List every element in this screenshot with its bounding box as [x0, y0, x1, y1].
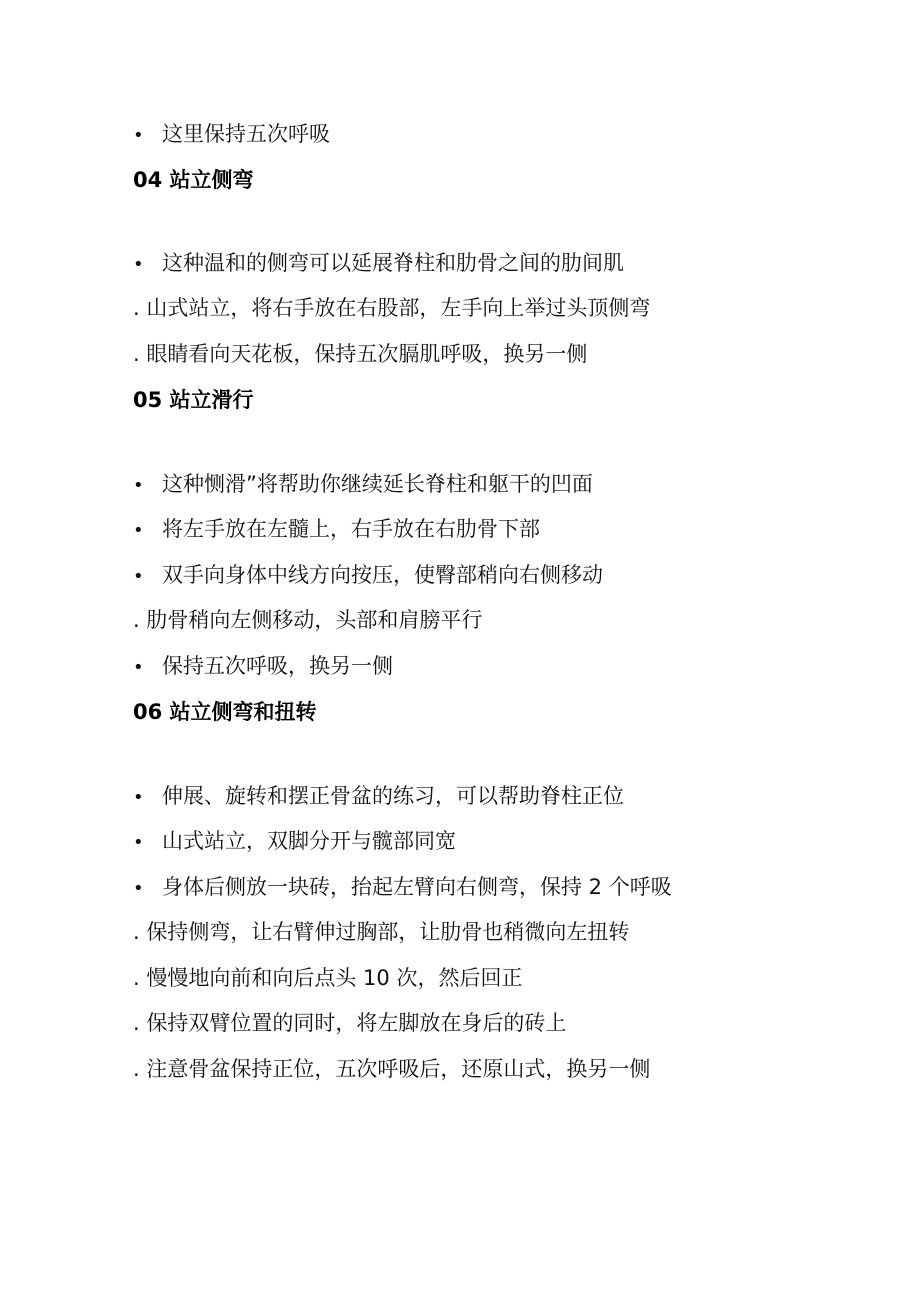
- list-item-text: 保持五次呼吸，换另一侧: [162, 654, 393, 678]
- bullet-icon: •: [133, 475, 144, 496]
- bullet-icon: •: [133, 878, 144, 899]
- list-item-text: 慢慢地向前和向后点头 10 次，然后回正: [146, 966, 523, 990]
- list-item: [133, 605, 482, 635]
- list-item-text: 双手向身体中线方向按压，使臀部稍向右侧移动: [162, 563, 603, 587]
- list-item: [133, 293, 650, 323]
- list-item: [133, 469, 593, 499]
- dot-marker: .: [133, 920, 140, 944]
- section-heading-05: 05 站立滑行: [133, 388, 254, 412]
- list-item: [133, 651, 393, 681]
- bullet-icon: •: [133, 520, 144, 541]
- dot-marker: .: [133, 1057, 140, 1081]
- list-item: [133, 560, 603, 590]
- list-item: [133, 872, 672, 902]
- list-item-text: 这种恻滑”将帮助你继续延长脊柱和躯干的凹面: [162, 472, 593, 496]
- section-heading-06: 06 站立侧弯和扭转: [133, 700, 317, 724]
- bullet-icon: •: [133, 787, 144, 808]
- bullet-icon: •: [133, 832, 144, 853]
- dot-marker: .: [133, 296, 140, 320]
- dot-marker: .: [133, 1011, 140, 1035]
- list-item-text: 眼睛看向天花板，保持五次膈肌呼吸，换另一侧: [146, 342, 588, 366]
- list-item: [133, 1054, 650, 1084]
- dot-marker: .: [133, 342, 140, 366]
- list-item: [133, 119, 330, 149]
- list-item-text: 山式站立，双脚分开与髋部同宽: [162, 829, 456, 853]
- list-item-text: 将左手放在左髓上，右手放在右肋骨下部: [162, 517, 540, 541]
- list-item-text: 山式站立，将右手放在右股部，左手向上举过头顶侧弯: [146, 296, 651, 320]
- bullet-icon: •: [133, 566, 144, 587]
- list-item-text: 这里保持五次呼吸: [162, 122, 330, 146]
- list-item: [133, 917, 629, 947]
- list-item-text: 注意骨盆保持正位，五次呼吸后，还原山式，换另一侧: [146, 1057, 651, 1081]
- section-heading-04: 04 站立侧弯: [133, 168, 254, 192]
- list-item-text: 保持双臂位置的同时，将左脚放在身后的砖上: [146, 1011, 567, 1035]
- list-item: [133, 781, 624, 811]
- dot-marker: .: [133, 966, 140, 990]
- list-item-text: 这种温和的侧弯可以延展脊柱和肋骨之间的肋间肌: [162, 251, 624, 275]
- bullet-icon: •: [133, 657, 144, 678]
- list-item: [133, 514, 540, 544]
- dot-marker: .: [133, 608, 140, 632]
- list-item-text: 肋骨稍向左侧移动，头部和肩膀平行: [146, 608, 483, 632]
- list-item: [133, 963, 522, 993]
- list-item-text: 保持侧弯，让右臂伸过胸部，让肋骨也稍微向左扭转: [146, 920, 630, 944]
- list-item: [133, 339, 587, 369]
- list-item-text: 伸展、旋转和摆正骨盆的练习，可以帮助脊柱正位: [162, 784, 624, 808]
- list-item: [133, 248, 624, 278]
- list-item: [133, 826, 456, 856]
- bullet-icon: •: [133, 254, 144, 275]
- list-item-text: 身体后侧放一块砖，抬起左臂向右侧弯，保持 2 个呼吸: [162, 875, 672, 899]
- bullet-icon: •: [133, 125, 144, 146]
- list-item: [133, 1008, 566, 1038]
